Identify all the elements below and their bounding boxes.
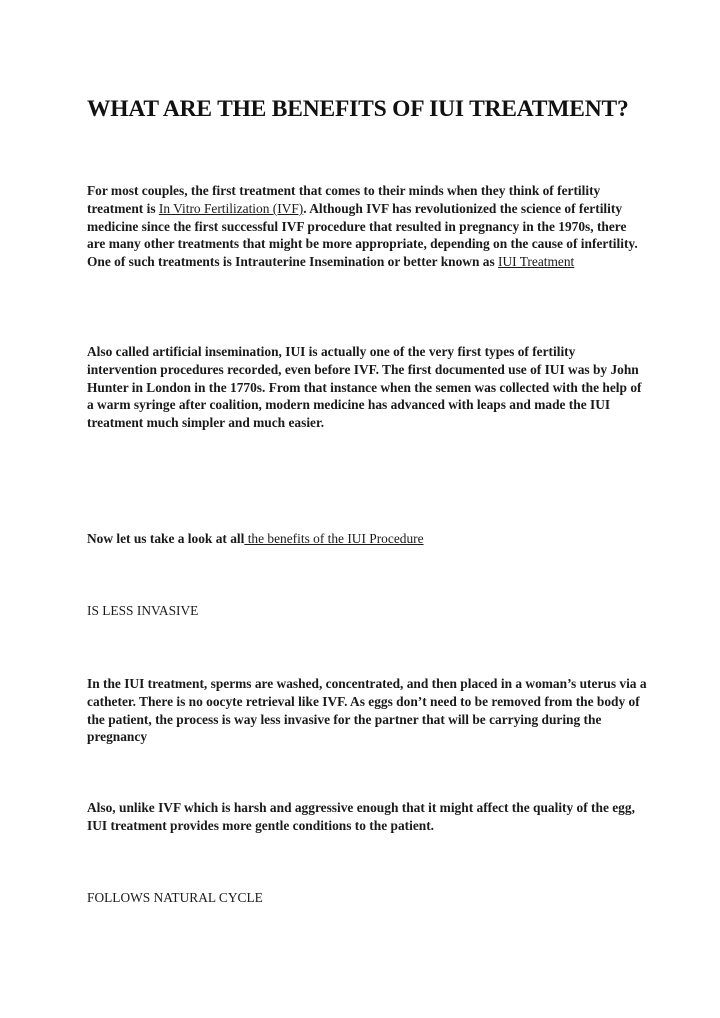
benefits-intro-text: Now let us take a look at all <box>87 531 245 546</box>
history-paragraph: Also called artificial insemination, IUI is actually one of the very first types of fertility intervention procedures recorded, even before IVF. The first documented use of IUI was by John Hunter in London in the 1770s. From that instance when the semen was collected with the help of a warm syringe after coalition, modern medicine has advanced with leaps and made the IUI treatment much simpler and much easier. <box>87 344 642 431</box>
iui-treatment-link[interactable]: IUI Treatment <box>498 254 575 270</box>
gentle-conditions-paragraph: Also, unlike IVF which is harsh and aggressive enough that it might affect the quality of the egg, IUI treatment provides more gentle conditions to the patient. <box>87 800 635 833</box>
intro-paragraph <box>87 182 647 271</box>
intro-text-before-link: For most couples, the first treatment that comes to their minds when they think of fertility treatment is <box>87 183 601 216</box>
intro-text-after-link: . Although IVF has revolutionized the science of fertility medicine since the first successful IVF procedure that resulted in pregnancy in the 1970s, there are many other treatments that might be more appropriate, depending on the cause of infertility. One of such treatments is Intrauterine Insemination or better known as <box>87 200 638 270</box>
ivf-link[interactable]: In Vitro Fertilization (IVF) <box>158 200 304 216</box>
section-heading-natural-cycle: FOLLOWS NATURAL CYCLE <box>87 890 263 905</box>
section-heading-less-invasive: IS LESS INVASIVE <box>87 603 199 618</box>
page-title: WHAT ARE THE BENEFITS OF IUI TREATMENT? <box>87 96 629 122</box>
benefits-link[interactable]: the benefits of the IUI Procedure <box>244 531 424 546</box>
less-invasive-paragraph: In the IUI treatment, sperms are washed, concentrated, and then placed in a woman’s uterus via a catheter. There is no oocyte retrieval like IVF. As eggs don’t need to be removed from the body of the patient, the process is way less invasive for the partner that will be carrying during the pregnancy <box>87 676 647 745</box>
benefits-intro-paragraph <box>87 530 647 548</box>
